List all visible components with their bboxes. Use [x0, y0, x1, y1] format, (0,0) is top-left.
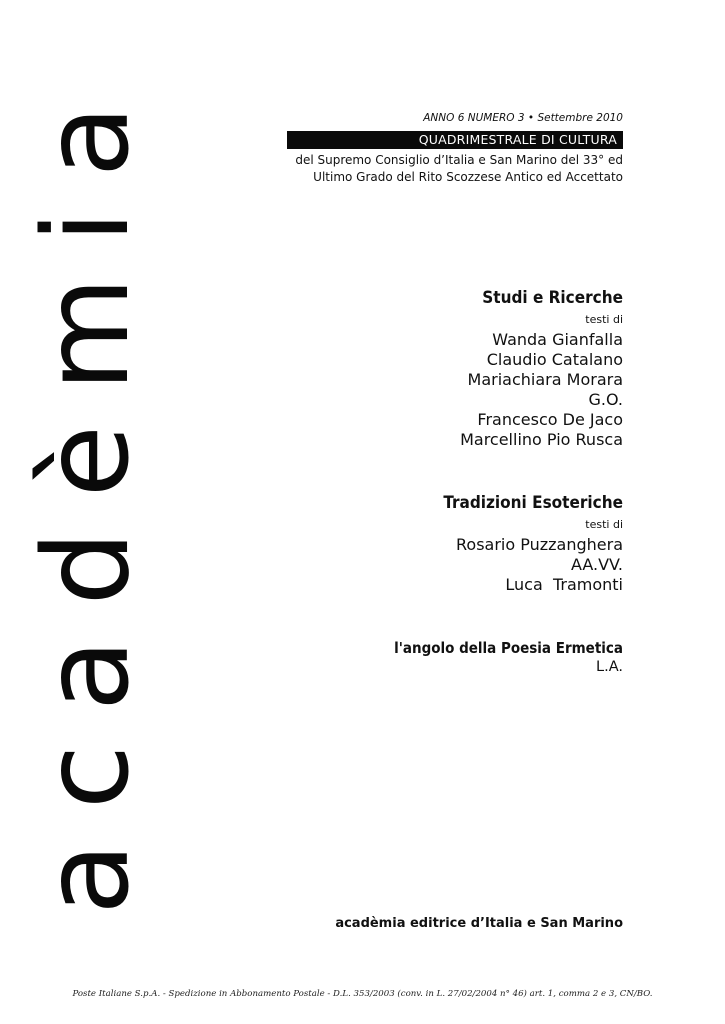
- author-name: Mariachiara Morara: [467, 370, 623, 389]
- author-name: Francesco De Jaco: [477, 410, 623, 429]
- postal-footer: Poste Italiane S.p.A. - Spedizione in Abbonamento Postale - D.L. 353/2003 (conv. in L. 27/02/2004 n° 46) art. 1, comma 2 e 3, CN/BO.: [72, 989, 653, 999]
- publisher-name: acadèmia editrice d’Italia e San Marino: [335, 916, 623, 931]
- section-byline: testi di: [585, 518, 623, 531]
- section-heading-studi: Studi e Ricerche: [482, 288, 623, 308]
- masthead-title: [17, 95, 155, 925]
- author-name: AA.VV.: [570, 555, 623, 574]
- section-heading-poesia: l'angolo della Poesia Ermetica: [394, 639, 623, 657]
- section-heading-tradizioni: Tradizioni Esoteriche: [443, 493, 623, 513]
- subtitle-line-1: del Supremo Consiglio d’Italia e San Marino del 33° ed: [295, 153, 623, 167]
- author-name: Luca Tramonti: [505, 575, 623, 594]
- masthead-title-text: acadèmia: [17, 105, 155, 915]
- issue-line: ANNO 6 NUMERO 3 • Settembre 2010: [423, 112, 623, 124]
- author-name: Claudio Catalano: [486, 350, 623, 369]
- section-byline: testi di: [585, 313, 623, 326]
- author-name: Marcellino Pio Rusca: [460, 430, 623, 449]
- subtitle-line-2: Ultimo Grado del Rito Scozzese Antico ed Accettato: [313, 170, 623, 184]
- author-list: [460, 330, 623, 450]
- author-name: L.A.: [596, 659, 623, 675]
- author-name: Rosario Puzzanghera: [456, 535, 623, 554]
- author-list: [456, 535, 623, 595]
- periodicity-banner: QUADRIMESTRALE DI CULTURA: [287, 131, 623, 149]
- author-name: G.O.: [588, 390, 623, 409]
- author-name: Wanda Gianfalla: [492, 330, 623, 349]
